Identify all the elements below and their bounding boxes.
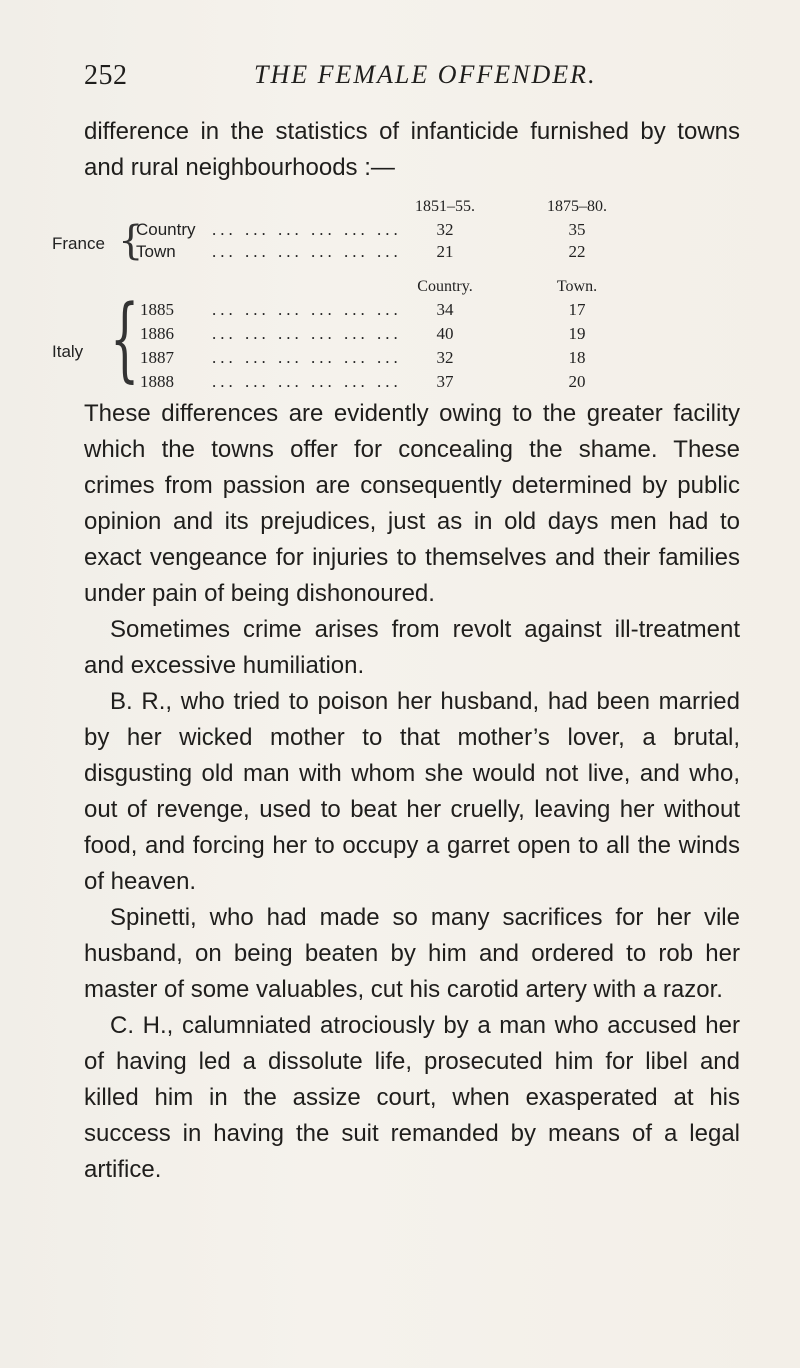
- row-value-2: 22: [568, 242, 586, 261]
- row-label: 1886: [140, 324, 174, 343]
- france-group-label: France: [52, 234, 105, 253]
- row-leader-dots: ... ... ... ... ... ...: [212, 348, 402, 367]
- row-label: 1887: [140, 348, 174, 367]
- page-header: [84, 60, 744, 100]
- row-value-2: 19: [568, 324, 586, 343]
- row-value-2: 18: [568, 348, 586, 367]
- france-col-head-1: 1851–55.: [415, 198, 475, 215]
- row-value-1: 32: [436, 220, 454, 239]
- row-leader-dots: ... ... ... ... ... ...: [212, 300, 402, 319]
- paragraph: C. H., calumniated atrociously by a man who accused her of having led a dissolute life, prosecuted him for libel and killed him in the assize court, when exasperated at his success in having the suit remanded by means of a legal artifice.: [84, 1012, 740, 1183]
- france-brace: {: [118, 218, 144, 264]
- row-label: 1888: [140, 372, 174, 391]
- table-row: [52, 348, 742, 372]
- table-row: [52, 220, 742, 244]
- paragraph: Sometimes crime arises from revolt against ill-treatment and excessive humiliation.: [84, 616, 740, 679]
- row-value-1: 40: [436, 324, 454, 343]
- row-value-2: 17: [568, 300, 586, 319]
- row-value-1: 32: [436, 348, 454, 367]
- intro-text-block: [84, 114, 740, 186]
- row-leader-dots: ... ... ... ... ... ...: [212, 242, 402, 261]
- running-title: THE FEMALE OFFENDER.: [254, 60, 597, 89]
- france-col-head-2: 1875–80.: [547, 198, 607, 215]
- row-value-1: 37: [436, 372, 454, 391]
- table-row: [52, 372, 742, 396]
- italy-group-label: Italy: [52, 342, 84, 361]
- paragraph: Spinetti, who had made so many sacrifices for her vile husband, on being beaten by him and ordered to rob her master of some valuables, cut his carotid artery with a razor.: [84, 904, 740, 1003]
- row-value-2: 35: [568, 220, 586, 239]
- row-value-1: 21: [436, 242, 454, 261]
- table-row: [52, 300, 742, 324]
- italy-brace: {: [110, 285, 140, 392]
- table-row: [52, 324, 742, 348]
- italy-col-head-2: Town.: [556, 278, 598, 295]
- body-text-block: [84, 396, 740, 1188]
- row-leader-dots: ... ... ... ... ... ...: [212, 324, 402, 343]
- row-leader-dots: ... ... ... ... ... ...: [212, 372, 402, 391]
- row-leader-dots: ... ... ... ... ... ...: [212, 220, 402, 239]
- italy-col-head-1: Country.: [417, 278, 473, 295]
- row-label: Town: [136, 242, 176, 261]
- row-label: 1885: [140, 300, 174, 319]
- table-row: [52, 242, 742, 266]
- row-value-2: 20: [568, 372, 586, 391]
- row-value-1: 34: [436, 300, 454, 319]
- intro-paragraph: difference in the statistics of infanticide furnished by towns and rural neighbourhoods :—: [84, 118, 740, 181]
- row-label: Country: [136, 220, 196, 239]
- paragraph: B. R., who tried to poison her husband, had been married by her wicked mother to that mother’s lover, a brutal, disgusting old man with whom she would not live, and who, out of revenge, used to beat her cruelly, leaving her without food, and forcing her to occupy a garret open to all the winds of heaven.: [84, 688, 740, 895]
- page-number: 252: [84, 60, 128, 91]
- paragraph: These differences are evidently owing to the greater facility which the towns offer for concealing the shame. These crimes from passion are consequently determined by public opinion and its prejudices, just as in old days men had to exact vengeance for injuries to themselves and their families under pain of being dishonoured.: [84, 400, 740, 607]
